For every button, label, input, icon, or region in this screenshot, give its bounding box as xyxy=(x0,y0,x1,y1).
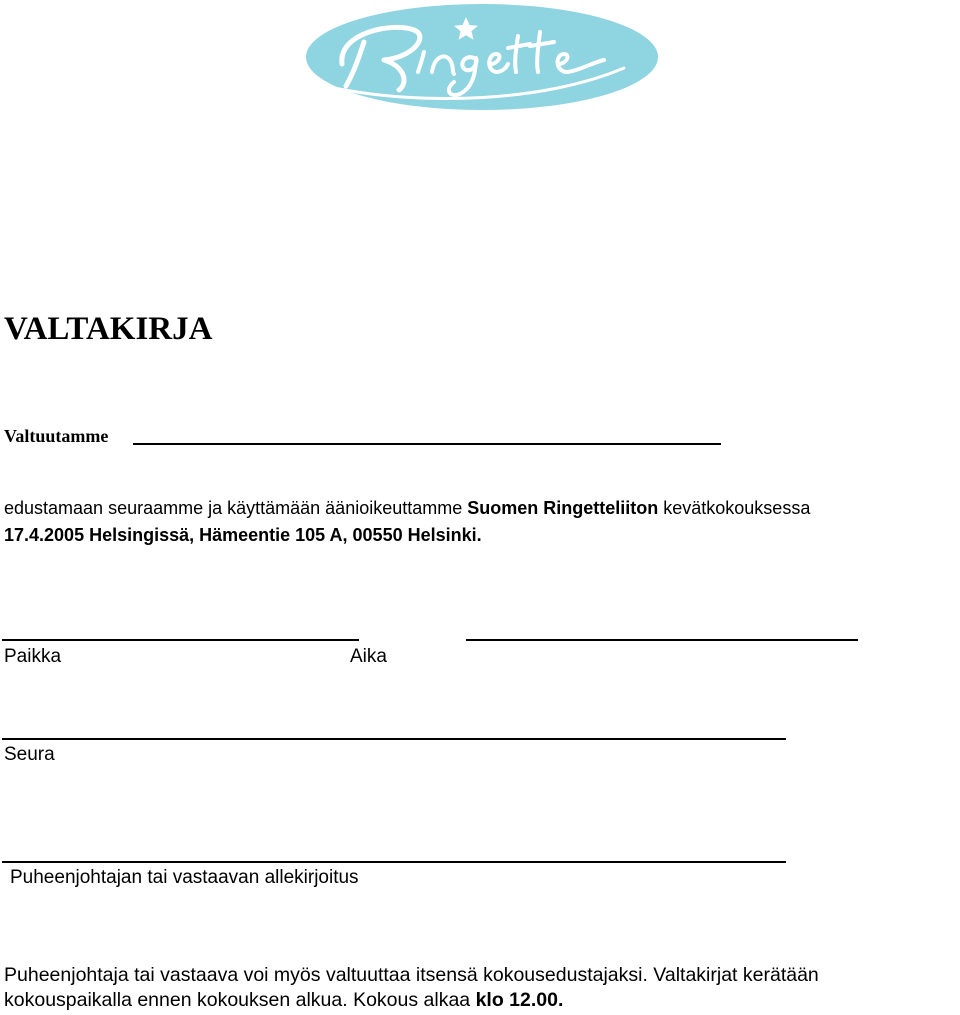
footer-line-2 xyxy=(4,988,819,1013)
intro-line-2: 17.4.2005 Helsingissä, Hämeentie 105 A, 00550 Helsinki. xyxy=(4,525,482,545)
paikka-label: Paikka xyxy=(4,646,62,667)
paikka-blank-line[interactable] xyxy=(2,639,359,641)
intro-text-2: kevätkokouksessa xyxy=(658,498,811,518)
footer-line-1: Puheenjohtaja tai vastaava voi myös valtuuttaa itsensä kokousedustajaksi. Valtakirjat kerätään xyxy=(4,964,819,986)
valtuutamme-blank-line[interactable] xyxy=(133,443,721,445)
document-title: VALTAKIRJA xyxy=(4,311,213,347)
footer-note xyxy=(4,963,819,1013)
ringette-logo xyxy=(304,2,660,112)
ringette-logo-graphic xyxy=(304,2,660,112)
intro-text-1: edustamaan seuraamme ja käyttämään äänioikeuttamme xyxy=(4,498,468,518)
signature-blank-line[interactable] xyxy=(2,861,786,863)
seura-blank-line[interactable] xyxy=(2,738,786,740)
signature-label: Puheenjohtajan tai vastaavan allekirjoitus xyxy=(10,867,359,888)
intro-line-1 xyxy=(4,495,810,522)
valtuutamme-row xyxy=(4,424,108,448)
valtuutamme-label: Valtuutamme xyxy=(4,426,109,446)
footer-start-time: klo 12.00. xyxy=(475,989,564,1011)
intro-federation-name: Suomen Ringetteliiton xyxy=(467,498,659,518)
aika-blank-line[interactable] xyxy=(466,639,858,641)
footer-text-2: kokouspaikalla ennen kokouksen alkua. Kokous alkaa xyxy=(4,989,476,1011)
aika-label: Aika xyxy=(350,646,387,667)
seura-label: Seura xyxy=(4,744,55,765)
